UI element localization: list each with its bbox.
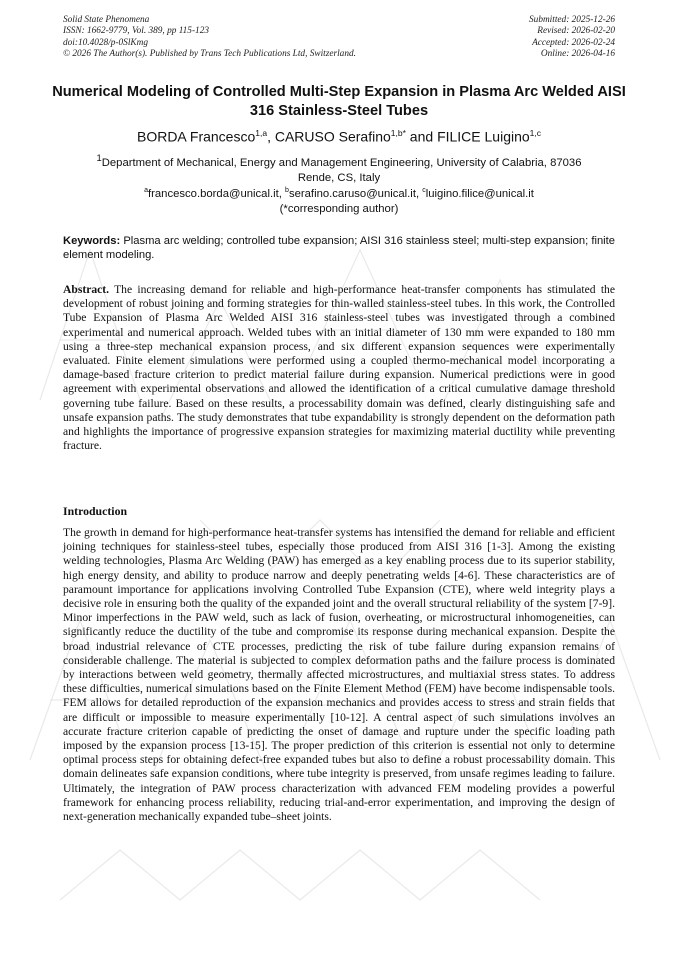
keywords-label: Keywords:	[63, 235, 121, 247]
date-accepted: Accepted: 2026-02-24	[532, 37, 615, 48]
keywords-section	[63, 234, 615, 262]
author-name: BORDA Francesco	[136, 128, 256, 145]
email-line	[60, 183, 618, 202]
email-sup: a	[144, 187, 148, 194]
author-name: FILICE Luigino	[437, 128, 530, 145]
journal-copyright: © 2026 The Author(s). Published by Trans Tech Publications Ltd, Switzerland.	[63, 49, 356, 60]
author-affil-sup: 1,b*	[390, 128, 406, 138]
paper-title: Numerical Modeling of Controlled Multi-Step Expansion in Plasma Arc Welded AISI 316 Stainless-Steel Tubes	[52, 84, 626, 119]
date-submitted: Submitted: 2025-12-26	[529, 15, 615, 25]
abstract-section	[63, 283, 615, 453]
date-revised: Revised: 2026-02-20	[537, 26, 615, 37]
abstract-label: Abstract.	[63, 283, 110, 296]
corresponding-note: (*corresponding author)	[279, 202, 399, 215]
journal-doi: doi:10.4028/p-0SlKmg	[63, 37, 148, 48]
journal-name: Solid State Phenomena	[63, 15, 150, 25]
author-separator: and	[405, 128, 438, 145]
keywords-text: Plasma arc welding; controlled tube expansion; AISI 316 stainless steel; multi-step expansion; finite element modeling.	[63, 235, 615, 261]
journal-issn: ISSN: 1662-9779, Vol. 389, pp 115-123	[63, 26, 209, 37]
author-affil-sup: 1,c	[529, 128, 542, 138]
section-heading-introduction: Introduction	[63, 504, 128, 518]
email-sup: c	[422, 187, 426, 194]
abstract-text: The increasing demand for reliable and high-performance heat-transfer components has stimulated the development of robust joining and forming strategies for thin-walled stainless-steel tubes. In this work, the Controlled Tube Expansion of Plasma Arc Welded AISI 316 stainless-steel tubes was investigated through a combined experimental and numerical approach. Welded tubes with an initial diameter of 130 mm were expanded to 180 mm using a three-step mechanical expansion process, and six different expansion sequences were experimentally evaluated. Finite element simulations were performed using a coupled thermo-mechanical model incorporating a damage-based fracture criterion to predict material failure during expansion. Numerical predictions were in good agreement with experimental observations and allowed the identification of a critical cumulative damage threshold governing tube failure. Based on these results, a processability domain was defined, clearly distinguishing safe and unsafe expansion paths. The study demonstrates that tube expandability is strongly dependent on the deformation path and highlights the importance of progressive expansion strategies for maximizing material ductility while preventing fracture.	[63, 283, 615, 453]
author-list	[40, 124, 638, 146]
affiliation-text: Department of Mechanical, Energy and Management Engineering, University of Calabria, 87036 Rende, CS, Italy	[101, 156, 582, 184]
introduction-text: The growth in demand for high-performance heat-transfer systems has intensified the demand for reliable and efficient joining techniques for stainless-steel tubes, especially those produced from AISI 316 [1-3]. Among the existing welding technologies, Plasma Arc Welding (PAW) has emerged as a key enabling process due to its superior stability, high energy density, and ability to produce narrow and deeply penetrating welds [4-6]. These characteristics are of paramount importance for applications involving Controlled Tube Expansion (CTE), where weld integrity plays a decisive role in ensuring both the quality of the expanded joint and the overall structural reliability of the system [7-9]. Minor imperfections in the PAW weld, such as lack of fusion, overheating, or microstructural inhomogeneities, can significantly reduce the ductility of the tube and compromise its response during mechanical expansion. Despite the broad industrial relevance of CTE processes, predicting the risk of tube failure during expansion remains of considerable challenge. The material is subjected to complex deformation paths and the failure process is dominated by interactions between weld geometry, thermally affected microstructures, and multiaxial stress states. To address these difficulties, numerical simulations based on the Finite Element Method (FEM) have become indispensable tools. FEM allows for detailed reproduction of the expansion mechanics and provides access to stress and strain fields that are difficult or impossible to measure experimentally [10-12]. A central aspect of such simulations involves an accurate fracture criterion capable of predicting the onset of damage and rupture under the specific loading path imposed by the expansion process [13-15]. The proper prediction of this criterion is essential not only to determine optimal process steps for obtaining defect-free expanded tubes but also to define a robust processability domain. This domain delineates safe expansion conditions, where tube integrity is preserved, from unsafe regimes leading to failure. Ultimately, the integration of PAW process characterization with advanced FEM modeling provides a powerful framework for enhancing process reliability, reducing trial-and-error experimentation, and improving the design of next-generation mechanically expanded tube–sheet joints.	[63, 526, 615, 824]
author-separator: ,	[267, 128, 275, 145]
journal-header-left	[63, 15, 356, 61]
email-sup: b	[285, 187, 289, 194]
date-online: Online: 2026-04-16	[540, 49, 615, 60]
email-link[interactable]: serafino.caruso@unical.it,	[288, 187, 423, 200]
author-affil-sup: 1,a	[255, 128, 268, 138]
affiliation	[80, 150, 598, 186]
journal-header-right	[529, 15, 615, 61]
affiliation-sup: 1	[96, 152, 102, 163]
email-link[interactable]: francesco.borda@unical.it,	[147, 187, 286, 200]
email-link[interactable]: luigino.filice@unical.it	[425, 187, 534, 200]
author-emails	[60, 183, 618, 217]
author-name: CARUSO Serafino	[274, 128, 391, 145]
